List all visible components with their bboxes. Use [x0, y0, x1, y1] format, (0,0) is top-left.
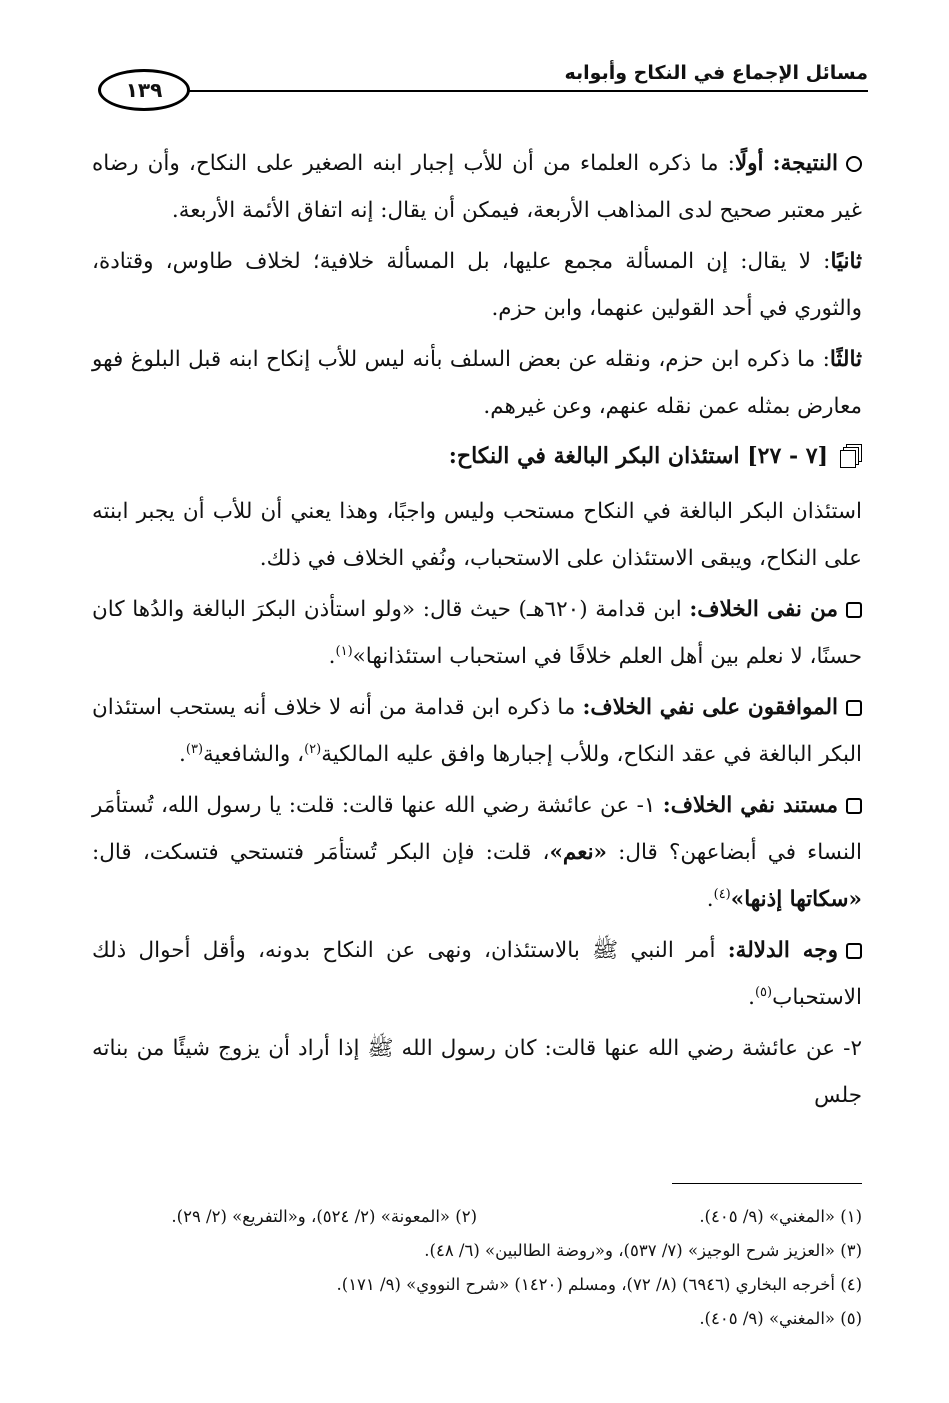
result-label: النتيجة:: [772, 151, 838, 176]
footnote-separator: [672, 1183, 862, 1184]
period: .: [179, 742, 186, 767]
paragraph-second: [92, 238, 862, 332]
period: .: [328, 644, 336, 669]
paragraph-text: ١- عن عائشة رضي الله عنها قالت: قلت: يا رسول الله، تُستأمَر النساء في أبضاعهن؟ قال:: [92, 793, 862, 865]
first-label: أولًا: [734, 151, 764, 176]
paragraph-text: أمر النبي ﷺ بالاستئذان، ونهى عن النكاح بدونه، وأقل أحوال ذلك الاستحباب: [92, 938, 862, 1010]
running-title: مسائل الإجماع في النكاح وأبوابه: [564, 62, 868, 84]
page-number: ١٣٩: [125, 78, 163, 102]
paragraph-text: ، قلت: فإن البكر تُستأمَر فتستحي فتسكت، قال:: [92, 840, 550, 865]
section-heading: [92, 436, 862, 476]
paragraph-indication: [92, 927, 862, 1021]
footnote-ref: (٣): [185, 741, 204, 757]
paragraph-text: ما ذكره ابن قدامة من أنه لا خلاف أنه يستحب استئذان البكر البالغة في عقد النكاح، وللأب إجبارها وافق عليه المالكية: [92, 695, 862, 767]
documents-icon: [840, 444, 862, 468]
page-header: [98, 54, 868, 126]
footnote-4: (٤) أخرجه البخاري (٦٩٤٦) (٨/ ٧٢)، ومسلم (١٤٢٠) «شرح النووي» (٩/ ١٧١).: [336, 1275, 862, 1294]
footnote-row: [92, 1268, 862, 1302]
paragraph-intro: [92, 488, 862, 582]
footnote-3: (٣) «العزيز شرح الوجيز» (٧/ ٥٣٧)، و«روضة الطالبين» (٦/ ٤٨).: [424, 1241, 862, 1260]
paragraph-text: ، والشافعية: [203, 742, 305, 767]
footnote-row: [92, 1234, 862, 1268]
paragraph-text: ٢- عن عائشة رضي الله عنها قالت: كان رسول الله ﷺ إذا أراد أن يزوج شيئًا من بناته جلس: [92, 1036, 862, 1108]
circle-bullet-icon: [846, 156, 862, 172]
paragraph-text: : لا يقال: إن المسألة مجمع عليها، بل المسألة خلافية؛ لخلاف طاوس، وقتادة، والثوري في أحد القولين عنهما، وابن حزم.: [92, 249, 862, 321]
paragraph-text: : ما ذكره العلماء من أن للأب إجبار ابنه الصغير على النكاح، وأن رضاه غير معتبر صحيح لدى المذاهب الأربعة، فيمكن أن يقال: إنه اتفاق الأئمة الأربعة.: [92, 151, 862, 223]
footnote-5: (٥) «المغني» (٩/ ٤٠٥).: [699, 1309, 862, 1328]
who-denied-label: من نفى الخلاف:: [689, 597, 838, 622]
footnotes: [92, 1200, 862, 1336]
square-bullet-icon: [846, 798, 862, 814]
square-bullet-icon: [846, 602, 862, 618]
paragraph-result-first: [92, 140, 862, 234]
page-number-badge: [98, 69, 190, 111]
section-number: [٧ - ٢٧]: [747, 443, 828, 469]
footnote-ref: (١): [335, 643, 353, 659]
footnote-2: (٢) «المعونة» (٢/ ٥٢٤)، و«التفريع» (٢/ ٢٩).: [171, 1207, 477, 1226]
third-label: ثالثًا: [829, 347, 862, 372]
footnote-ref: (٢): [304, 741, 322, 757]
hadith-quote: «سكاتها إذنها»: [730, 887, 862, 912]
footnote-ref: (٤): [713, 886, 731, 902]
section-title: استئذان البكر البالغة في النكاح:: [448, 443, 740, 469]
evidence-label: مستند نفي الخلاف:: [662, 793, 838, 818]
paragraph-second-hadith: [92, 1025, 862, 1119]
paragraph-who-denied: [92, 586, 862, 680]
square-bullet-icon: [846, 943, 862, 959]
paragraph-agreeing: [92, 684, 862, 778]
square-bullet-icon: [846, 700, 862, 716]
period: .: [706, 887, 714, 912]
paragraph-third: [92, 336, 862, 430]
paragraph-text: استئذان البكر البالغة في النكاح مستحب وليس واجبًا، وهذا يعني أن للأب أن يجبر ابنته على النكاح، ويبقى الاستئذان على الاستحباب، ونُفي الخلاف في ذلك.: [92, 499, 862, 571]
footnote-ref: (٥): [754, 984, 773, 1000]
indication-label: وجه الدلالة:: [727, 938, 838, 963]
second-label: ثانيًا: [830, 249, 862, 274]
footnote-row: [92, 1302, 862, 1336]
main-text: [92, 140, 862, 1123]
period: .: [748, 985, 755, 1010]
paragraph-text: ابن قدامة (٦٢٠هـ) حيث قال: «ولو استأذن البكرَ البالغة والدُها كان حسنًا، لا نعلم بين أهل العلم خلافًا في استحباب استئذانها»: [92, 597, 862, 669]
paragraph-evidence: [92, 782, 862, 923]
header-rule: [182, 90, 868, 92]
paragraph-text: : ما ذكره ابن حزم، ونقله عن بعض السلف بأنه ليس للأب إنكاح ابنه قبل البلوغ فهو معارض بمثله عمن نقله عنهم، وعن غيرهم.: [92, 347, 862, 419]
footnote-1: (١) «المغني» (٩/ ٤٠٥).: [699, 1207, 862, 1226]
hadith-quote: «نعم»: [549, 840, 607, 865]
footnote-row: [92, 1200, 862, 1234]
agreeing-label: الموافقون على نفي الخلاف:: [582, 695, 839, 720]
